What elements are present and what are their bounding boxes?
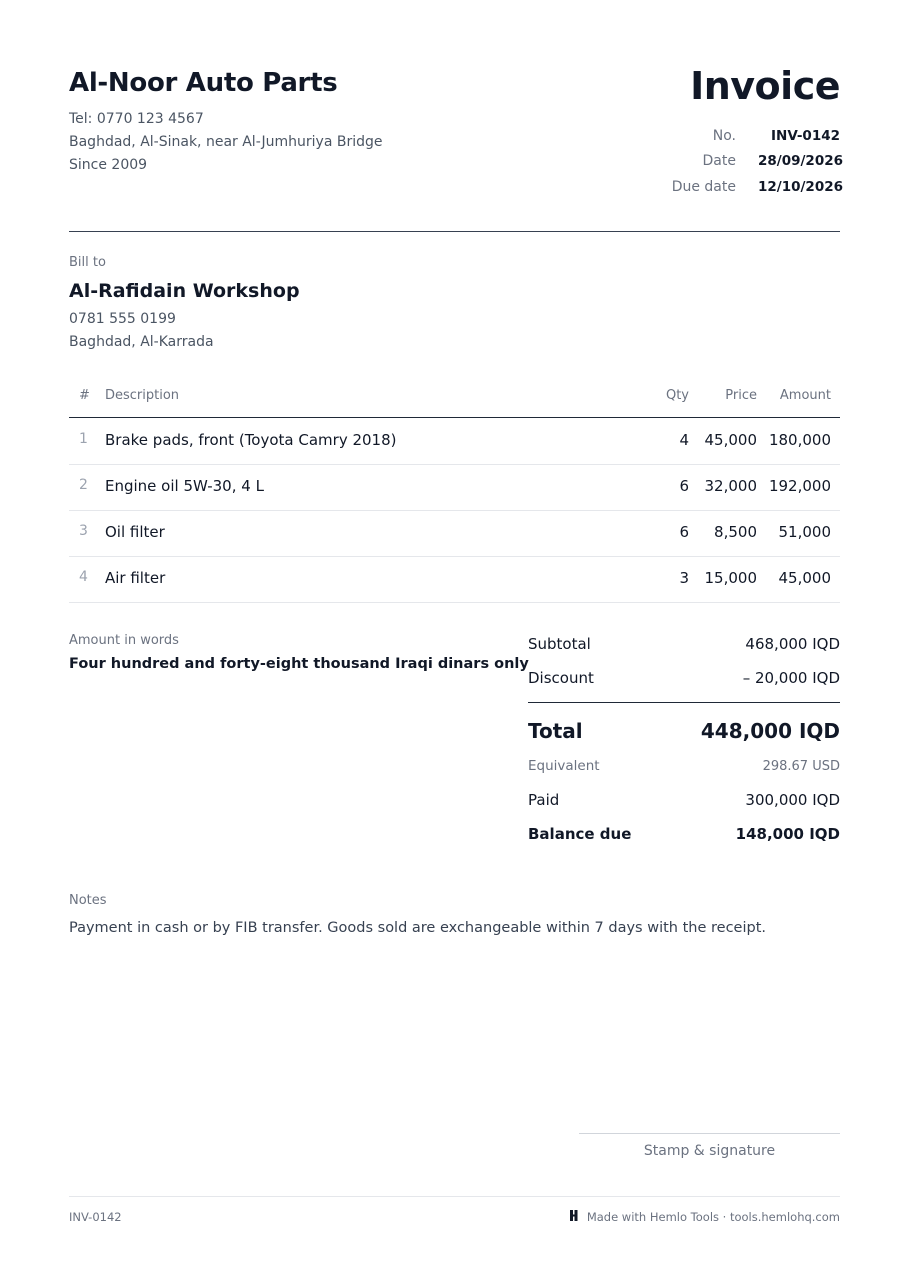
invoice-due-label: Due date	[671, 179, 736, 195]
amount-in-words: Four hundred and forty-eight thousand Iraqi dinars only	[69, 656, 529, 672]
table-row	[69, 464, 840, 511]
invoice-page	[69, 0, 844, 1287]
seller-since: Since 2009	[69, 157, 148, 173]
invoice-date-label: Date	[702, 153, 736, 169]
invoice-due-row	[636, 179, 844, 195]
paid-label: Paid	[528, 791, 560, 809]
footer-invoice-number: INV-0142	[69, 1210, 122, 1224]
row-qty: 3	[679, 569, 689, 587]
invoice-number-row	[636, 128, 840, 144]
discount-label: Discount	[528, 669, 594, 687]
row-qty: 4	[679, 431, 689, 449]
subtotal-row	[528, 635, 840, 653]
equivalent-row	[528, 758, 840, 774]
signature-line	[579, 1133, 840, 1134]
footer-divider	[69, 1196, 840, 1197]
col-header-description: Description	[105, 388, 180, 403]
equivalent-label: Equivalent	[528, 758, 600, 774]
notes-label: Notes	[69, 893, 107, 908]
row-price: 32,000	[704, 477, 757, 495]
invoice-number-value: INV-0142	[771, 128, 840, 144]
row-description: Engine oil 5W-30, 4 L	[105, 477, 264, 495]
col-header-price: Price	[725, 388, 757, 403]
notes-text: Payment in cash or by FIB transfer. Goods sold are exchangeable within 7 days with the receipt.	[69, 920, 766, 936]
invoice-date-value: 28/09/2026	[758, 153, 844, 169]
discount-value: – 20,000 IQD	[742, 669, 840, 687]
table-row	[69, 510, 840, 557]
row-description: Brake pads, front (Toyota Camry 2018)	[105, 431, 397, 449]
balance-due-row	[528, 825, 840, 843]
client-address: Baghdad, Al-Karrada	[69, 334, 214, 350]
row-amount: 45,000	[778, 569, 831, 587]
invoice-number-label: No.	[712, 128, 736, 144]
balance-due-label: Balance due	[528, 825, 632, 843]
footer-branding[interactable]	[569, 1209, 840, 1225]
row-number: 1	[79, 431, 88, 447]
row-number: 4	[79, 569, 88, 585]
header-divider	[69, 231, 840, 232]
seller-name: Al-Noor Auto Parts	[69, 68, 338, 98]
total-label: Total	[528, 719, 583, 743]
client-name: Al-Rafidain Workshop	[69, 280, 300, 302]
subtotal-value: 468,000 IQD	[745, 635, 840, 653]
subtotal-label: Subtotal	[528, 635, 591, 653]
table-row	[69, 556, 840, 603]
total-row	[528, 719, 840, 743]
row-amount: 180,000	[768, 431, 831, 449]
signature-label: Stamp & signature	[643, 1143, 776, 1159]
col-header-num: #	[79, 388, 90, 403]
bill-to-label: Bill to	[69, 255, 106, 270]
balance-due-value: 148,000 IQD	[735, 825, 840, 843]
row-price: 8,500	[714, 523, 757, 541]
paid-row	[528, 791, 840, 809]
row-qty: 6	[679, 477, 689, 495]
row-description: Oil filter	[105, 523, 165, 541]
col-header-qty: Qty	[665, 388, 689, 403]
row-amount: 192,000	[768, 477, 831, 495]
total-divider	[528, 702, 840, 703]
table-row	[69, 418, 840, 465]
hemlo-logo-icon	[569, 1209, 579, 1225]
amount-in-words-label: Amount in words	[69, 633, 179, 648]
row-description: Air filter	[105, 569, 166, 587]
row-number: 3	[79, 523, 88, 539]
paid-value: 300,000 IQD	[745, 791, 840, 809]
row-amount: 51,000	[778, 523, 831, 541]
invoice-date-row	[636, 153, 844, 169]
invoice-title: Invoice	[690, 64, 840, 108]
footer-branding-text: Made with Hemlo Tools · tools.hemlohq.com	[586, 1210, 840, 1224]
seller-address: Baghdad, Al-Sinak, near Al-Jumhuriya Bridge	[69, 134, 383, 150]
discount-row	[528, 669, 840, 687]
client-phone: 0781 555 0199	[69, 311, 176, 327]
row-price: 15,000	[704, 569, 757, 587]
equivalent-value: 298.67 USD	[762, 759, 840, 774]
invoice-due-value: 12/10/2026	[758, 179, 844, 195]
row-price: 45,000	[704, 431, 757, 449]
seller-tel: Tel: 0770 123 4567	[69, 111, 204, 127]
col-header-amount: Amount	[779, 388, 831, 403]
row-number: 2	[79, 477, 88, 493]
row-qty: 6	[679, 523, 689, 541]
total-value: 448,000 IQD	[700, 719, 840, 743]
